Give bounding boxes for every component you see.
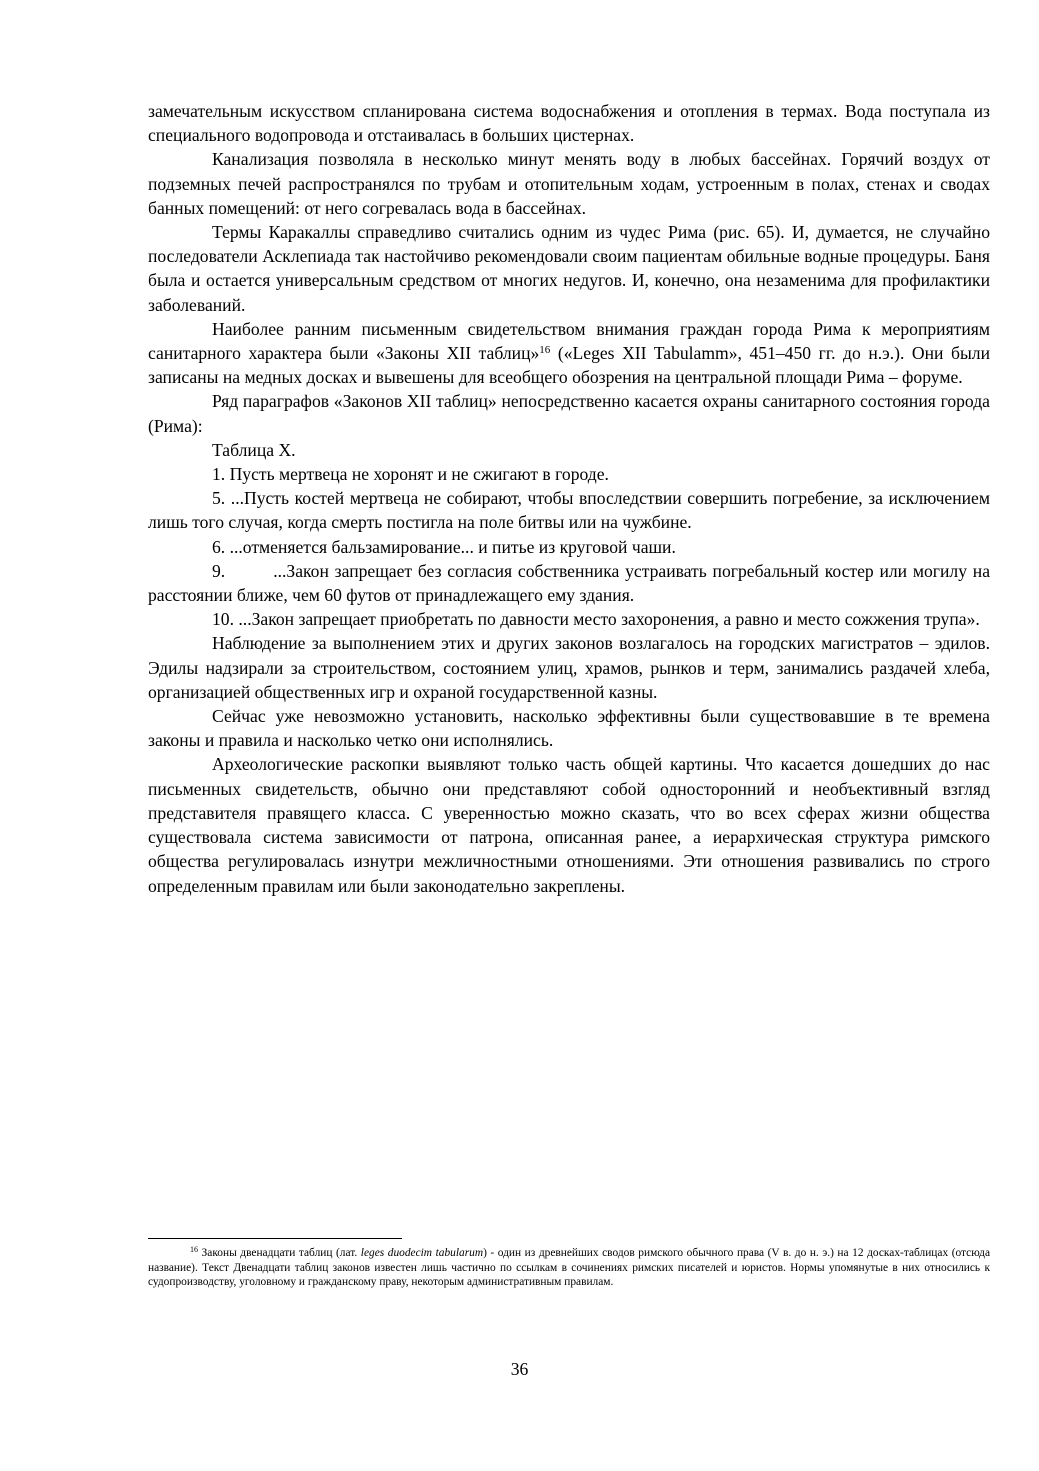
law-item-10: 10. ...Закон запрещает приобретать по давности место захоронения, а равно и место сожжения трупа». xyxy=(212,609,980,630)
footnote-text xyxy=(148,1246,990,1290)
footnote-text-before: Законы двенадцати таблиц (лат. xyxy=(198,1247,361,1259)
law-item-9 xyxy=(148,559,990,607)
table-heading: Таблица X. xyxy=(212,439,296,460)
main-text xyxy=(148,99,990,898)
paragraph-twelve-tables xyxy=(148,317,990,390)
footnote-separator xyxy=(148,1238,402,1239)
paragraph-archaeology: Археологические раскопки выявляют только часть общей картины. Что касается дошедших до нас письменных свидетельств, обычно они представляют собой односторонний и необъективный взгляд представителя правящего класса. С уверенностью можно сказать, что во всех сферах жизни общества существовала система зависимости от патрона, описанная ранее, а иерархическая структура римского общества регулировалась изнутри межличностными отношениями. Эти отношения развивались по строго определенным правилам или были законодательно закреплены. xyxy=(148,754,990,896)
paragraph-sanitary-sections: Ряд параграфов «Законов XII таблиц» непосредственно касается охраны санитарного состояния города (Рима): xyxy=(148,391,990,436)
law-item-5: 5. ...Пусть костей мертвеца не собирают, чтобы впоследствии совершить погребение, за исключением лишь того случая, когда смерть постигла на поле битвы или на чужбине. xyxy=(148,488,990,533)
law-item-1: 1. Пусть мертвеца не хоронят и не сжигают в городе. xyxy=(212,464,609,485)
footnote xyxy=(148,1246,990,1290)
paragraph-twelve-tables-after: («Leges XII Tabulamm», 451–450 гг. до н.э.). Они были записаны на медных досках и вывешены для всеобщего обозрения на центральной площади Рима – форуме. xyxy=(148,343,990,388)
paragraph-aediles: Наблюдение за выполнением этих и других законов возлагалось на городских магистратов – эдилов. Эдилы надзирали за строительством, состоянием улиц, храмов, рынков и терм, занимались раздачей хлеба, организацией общественных игр и охраной государственной казны. xyxy=(148,633,990,702)
footnote-latin-term: leges duodecim tabularum xyxy=(360,1247,484,1259)
page-number: 36 xyxy=(510,1359,529,1379)
paragraph-caracalla: Термы Каракаллы справедливо считались одним из чудес Рима (рис. 65). И, думается, не случайно последователи Асклепиада так настойчиво рекомендовали своим пациентам обильные водные процедуры. Баня была и остается универсальным средством от многих недугов. И, конечно, она незаменима для профилактики заболеваний. xyxy=(148,222,990,315)
footnote-text-after: ) - один из древнейших сводов римского обычного права (V в. до н. э.) на 12 досках-таблицах (отсюда название). Текст Двенадцати таблиц законов известен лишь частично по ссылкам в сочинениях римских писателей и юристов. Нормы упомянутые в них относились к судопроизводству, уголовному и гражданскому праву, некоторым административным правилам. xyxy=(148,1247,990,1289)
paragraph-sewerage: Канализация позволяла в несколько минут менять воду в любых бассейнах. Горячий воздух от подземных печей распространялся по трубам и отопительным ходам, устроенным в полах, стенах и сводах банных помещений: от него согревалась вода в бассейнах. xyxy=(148,149,990,218)
paragraph-effectiveness: Сейчас уже невозможно установить, насколько эффективны были существовавшие в те времена законы и правила и насколько четко они исполнялись. xyxy=(148,706,990,751)
paragraph-twelve-tables-before: Наиболее ранним письменным свидетельством внимания граждан города Рима к мероприятиям санитарного характера были «Законы XII таблиц» xyxy=(148,318,990,364)
footnote-number: 16 xyxy=(190,1245,198,1254)
footnote-reference[interactable]: 16 xyxy=(539,344,551,357)
paragraph-baths-water: замечательным искусством спланирована система водоснабжения и отопления в термах. Вода поступала из специального водопровода и отстаивалась в больших цистернах. xyxy=(148,101,990,146)
law-item-9-text: ...Закон запрещает без согласия собственника устраивать погребальный костер или могилу на расстоянии ближе, чем 60 футов от принадлежащего ему здания. xyxy=(148,560,990,606)
law-item-9-number: 9. xyxy=(212,560,226,581)
law-item-6: 6. ...отменяется бальзамирование... и питье из круговой чаши. xyxy=(212,536,676,557)
